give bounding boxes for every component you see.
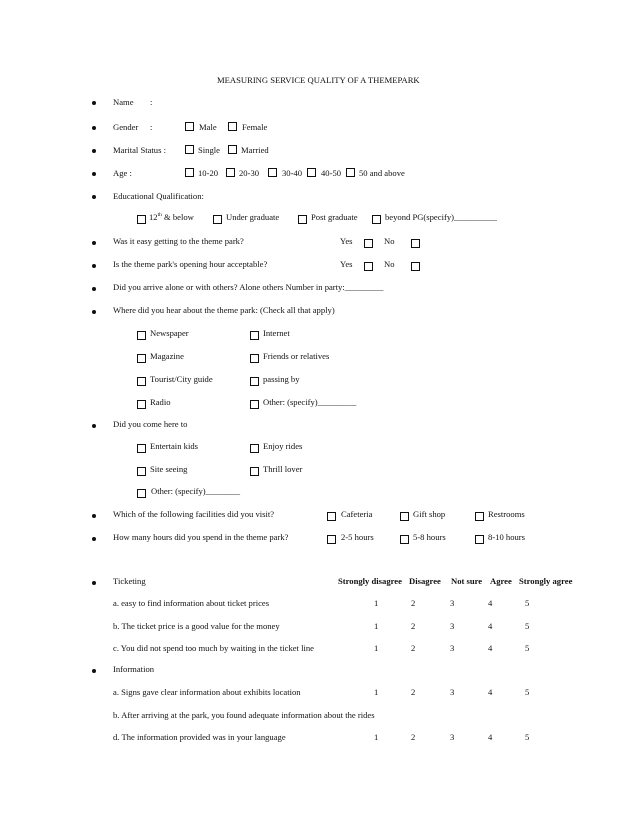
education-label: Educational Qualification: <box>113 191 204 201</box>
likert-score[interactable]: 3 <box>450 687 455 697</box>
q-hours-yes-checkbox[interactable] <box>364 262 373 271</box>
hear-newspaper-checkbox[interactable] <box>137 331 146 340</box>
likert-score[interactable]: 2 <box>411 598 416 608</box>
likert-item-text: b. After arriving at the park, you found adequate information about the rides <box>113 710 375 720</box>
age-label: Age : <box>113 168 132 178</box>
scale-header-disagree: Disagree <box>409 576 441 586</box>
hear-passing-checkbox[interactable] <box>250 377 259 386</box>
q-hours-no-checkbox[interactable] <box>411 262 420 271</box>
q-easy-no-checkbox[interactable] <box>411 239 420 248</box>
q-time-text: How many hours did you spend in the theme park? <box>113 532 289 542</box>
section-information-title: Information <box>113 664 155 674</box>
hear-radio-label: Radio <box>150 397 171 407</box>
hear-radio-checkbox[interactable] <box>137 400 146 409</box>
age-10-20-checkbox[interactable] <box>185 168 194 177</box>
why-other-label: Other: (specify)________ <box>151 486 241 496</box>
why-sightseeing-label: Site seeing <box>150 464 188 474</box>
why-rides-checkbox[interactable] <box>250 444 259 453</box>
age-20-30-label: 20-30 <box>239 168 260 178</box>
edu-pg-checkbox[interactable] <box>298 215 307 224</box>
hear-newspaper-label: Newspaper <box>150 328 189 338</box>
bullet <box>92 424 96 428</box>
edu-ug-label: Under graduate <box>226 212 280 222</box>
age-30-40-checkbox[interactable] <box>268 168 277 177</box>
bullet <box>92 101 96 105</box>
likert-score[interactable]: 5 <box>525 598 530 608</box>
likert-score[interactable]: 2 <box>411 732 416 742</box>
why-other-checkbox[interactable] <box>137 489 146 498</box>
age-40-50-checkbox[interactable] <box>307 168 316 177</box>
bullet <box>92 287 96 291</box>
bullet <box>92 581 96 585</box>
q-why-text: Did you come here to <box>113 419 188 429</box>
edu-pg-label: Post graduate <box>311 212 358 222</box>
q-hours-text: Is the theme park's opening hour acceptable? <box>113 259 268 269</box>
q-hours-no-label: No <box>384 259 395 269</box>
why-sightseeing-checkbox[interactable] <box>137 467 146 476</box>
age-50-above-checkbox[interactable] <box>346 168 355 177</box>
likert-score[interactable]: 4 <box>488 621 493 631</box>
likert-item-text: a. Signs gave clear information about exhibits location <box>113 687 301 697</box>
female-checkbox[interactable] <box>228 122 237 131</box>
age-40-50-label: 40-50 <box>321 168 342 178</box>
hear-friends-label: Friends or relatives <box>263 351 330 361</box>
q-hear-text: Where did you hear about the theme park: (Check all that apply) <box>113 305 335 315</box>
likert-score[interactable]: 5 <box>525 732 530 742</box>
edu-beyond-pg-checkbox[interactable] <box>372 215 381 224</box>
page-title: MEASURING SERVICE QUALITY OF A THEMEPARK <box>217 75 420 85</box>
likert-item-text: b. The ticket price is a good value for the money <box>113 621 280 631</box>
fac-restrooms-checkbox[interactable] <box>475 512 484 521</box>
bullet <box>92 172 96 176</box>
bullet <box>92 195 96 199</box>
likert-score[interactable]: 1 <box>374 643 379 653</box>
likert-item-text: a. easy to find information about ticket prices <box>113 598 270 608</box>
age-50-above-label: 50 and above <box>359 168 405 178</box>
section-ticketing-title: Ticketing <box>113 576 146 586</box>
q-party-text: Did you arrive alone or with others? Alone others Number in party:_________ <box>113 282 384 292</box>
bullet <box>92 126 96 130</box>
hear-guide-checkbox[interactable] <box>137 377 146 386</box>
bullet <box>92 537 96 541</box>
fac-giftshop-label: Gift shop <box>413 509 446 519</box>
name-label: Name <box>113 97 134 107</box>
scale-header-strongly-disagree: Strongly disagree <box>338 576 402 586</box>
edu-ug-checkbox[interactable] <box>213 215 222 224</box>
married-label: Married <box>241 145 269 155</box>
hear-other-checkbox[interactable] <box>250 400 259 409</box>
female-label: Female <box>242 122 268 132</box>
time-8-10-label: 8-10 hours <box>488 532 525 542</box>
male-checkbox[interactable] <box>185 122 194 131</box>
scale-header-agree: Agree <box>490 576 512 586</box>
likert-score[interactable]: 2 <box>411 621 416 631</box>
edu-beyond-pg-label: beyond PG(specify)__________ <box>385 212 497 222</box>
hear-magazine-label: Magazine <box>150 351 184 361</box>
time-5-8-label: 5-8 hours <box>413 532 446 542</box>
likert-score[interactable]: 4 <box>488 643 493 653</box>
age-20-30-checkbox[interactable] <box>226 168 235 177</box>
name-colon: : <box>150 97 153 107</box>
age-30-40-label: 30-40 <box>282 168 303 178</box>
time-2-5-checkbox[interactable] <box>327 535 336 544</box>
likert-score[interactable]: 1 <box>374 732 379 742</box>
hear-passing-label: passing by <box>263 374 300 384</box>
why-thrill-checkbox[interactable] <box>250 467 259 476</box>
edu-12th-label: 12th & below <box>149 212 194 222</box>
q-easy-yes-label: Yes <box>340 236 353 246</box>
edu-12th-checkbox[interactable] <box>137 215 146 224</box>
time-2-5-label: 2-5 hours <box>341 532 374 542</box>
likert-score[interactable]: 2 <box>411 687 416 697</box>
q-easy-no-label: No <box>384 236 395 246</box>
likert-score[interactable]: 2 <box>411 643 416 653</box>
fac-giftshop-checkbox[interactable] <box>400 512 409 521</box>
bullet <box>92 149 96 153</box>
q-hours-yes-label: Yes <box>340 259 353 269</box>
age-10-20-label: 10-20 <box>198 168 219 178</box>
likert-score[interactable]: 1 <box>374 621 379 631</box>
likert-score[interactable]: 3 <box>450 598 455 608</box>
fac-cafeteria-checkbox[interactable] <box>327 512 336 521</box>
likert-item-text: c. You did not spend too much by waiting in the ticket line <box>113 643 314 653</box>
why-kids-checkbox[interactable] <box>137 444 146 453</box>
married-checkbox[interactable] <box>228 145 237 154</box>
hear-internet-label: Internet <box>263 328 290 338</box>
likert-score[interactable]: 4 <box>488 598 493 608</box>
time-5-8-checkbox[interactable] <box>400 535 409 544</box>
hear-other-label: Other: (specify)_________ <box>263 397 357 407</box>
q-easy-yes-checkbox[interactable] <box>364 239 373 248</box>
likert-score[interactable]: 1 <box>374 687 379 697</box>
likert-score[interactable]: 5 <box>525 643 530 653</box>
likert-score[interactable]: 5 <box>525 621 530 631</box>
fac-cafeteria-label: Cafeteria <box>341 509 373 519</box>
hear-magazine-checkbox[interactable] <box>137 354 146 363</box>
male-label: Male <box>199 122 217 132</box>
hear-friends-checkbox[interactable] <box>250 354 259 363</box>
bullet <box>92 669 96 673</box>
marital-label: Marital Status : <box>113 145 166 155</box>
bullet <box>92 514 96 518</box>
likert-score[interactable]: 3 <box>450 643 455 653</box>
bullet <box>92 264 96 268</box>
hear-internet-checkbox[interactable] <box>250 331 259 340</box>
likert-score[interactable]: 4 <box>488 687 493 697</box>
time-8-10-checkbox[interactable] <box>475 535 484 544</box>
gender-colon: : <box>150 122 153 132</box>
q-easy-text: Was it easy getting to the theme park? <box>113 236 244 246</box>
q-facilities-text: Which of the following facilities did you visit? <box>113 509 275 519</box>
single-label: Single <box>198 145 220 155</box>
fac-restrooms-label: Restrooms <box>488 509 525 519</box>
why-thrill-label: Thrill lover <box>263 464 303 474</box>
likert-score[interactable]: 3 <box>450 621 455 631</box>
likert-item-text: d. The information provided was in your language <box>113 732 286 742</box>
likert-score[interactable]: 1 <box>374 598 379 608</box>
likert-score[interactable]: 5 <box>525 687 530 697</box>
scale-header-strongly-agree: Strongly agree <box>519 576 573 586</box>
bullet <box>92 241 96 245</box>
hear-guide-label: Tourist/City guide <box>150 374 213 384</box>
single-checkbox[interactable] <box>185 145 194 154</box>
scale-header-not-sure: Not sure <box>451 576 483 586</box>
why-rides-label: Enjoy rides <box>263 441 303 451</box>
likert-score[interactable]: 3 <box>450 732 455 742</box>
likert-score[interactable]: 4 <box>488 732 493 742</box>
why-kids-label: Entertain kids <box>150 441 198 451</box>
bullet <box>92 310 96 314</box>
gender-label: Gender <box>113 122 139 132</box>
